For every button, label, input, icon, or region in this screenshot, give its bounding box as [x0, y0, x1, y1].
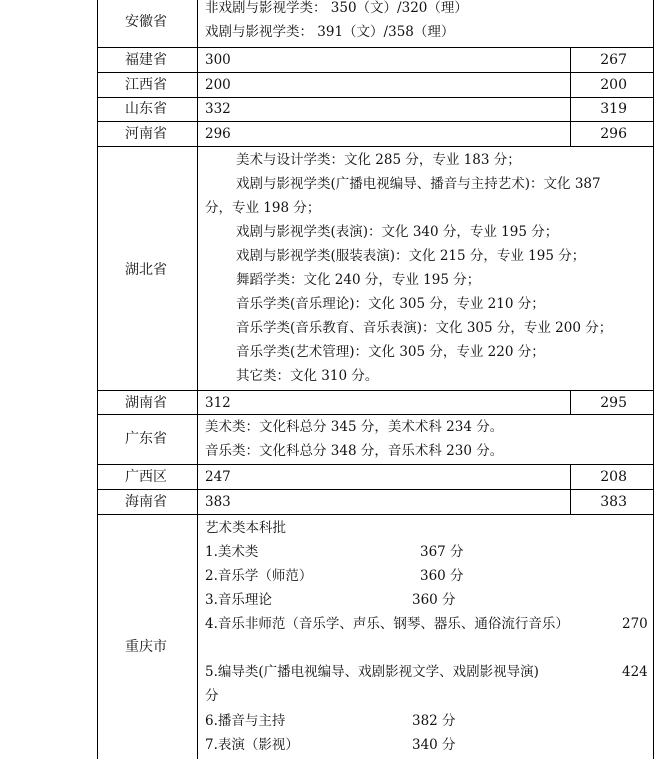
- list-item-name: 分: [205, 688, 219, 704]
- province-label: 重庆市: [125, 639, 167, 655]
- row-divider: [97, 464, 654, 465]
- province-label: 海南省: [125, 494, 167, 510]
- row-text: 分，专业 198 分；: [205, 200, 321, 216]
- score-cell: 208: [600, 469, 627, 485]
- province-label: 湖北省: [125, 262, 167, 278]
- row-divider: [97, 414, 654, 415]
- province-label: 广西区: [125, 469, 167, 485]
- list-item-score: 360 分: [412, 592, 456, 608]
- province-label: 江西省: [125, 77, 167, 93]
- score-cell: 319: [600, 101, 627, 117]
- row-divider: [97, 146, 654, 147]
- list-item-score: 270: [622, 616, 648, 632]
- row-divider: [97, 514, 654, 515]
- list-item-name: 5.编导类(广播电视编导、戏剧影视文学、戏剧影视导演): [205, 664, 539, 680]
- score-cell: 383: [205, 494, 231, 510]
- table-border-right: [653, 0, 654, 759]
- list-item-name: 3.音乐理论: [205, 592, 272, 608]
- score-cell: 300: [205, 52, 231, 68]
- list-item-score: 382 分: [412, 713, 456, 729]
- list-item-name: 7.表演（影视）: [205, 737, 299, 753]
- list-item-name: 6.播音与主持: [205, 713, 286, 729]
- row-text: 美术类：文化科总分 345 分，美术术科 234 分。: [205, 419, 504, 435]
- list-item-score: 340 分: [412, 737, 456, 753]
- list-item-score: 360 分: [420, 568, 464, 584]
- row-divider: [97, 121, 654, 122]
- row-divider: [97, 97, 654, 98]
- score-cell: 312: [205, 395, 231, 411]
- row-text: 非戏剧与影视学类： 350（文）/320（理）: [205, 0, 468, 16]
- list-item-name: 1.美术类: [205, 544, 259, 560]
- row-text: 戏剧与影视学类(表演)：文化 340 分，专业 195 分；: [236, 224, 559, 240]
- score-cell: 332: [205, 101, 231, 117]
- row-text: 其它类：文化 310 分。: [236, 368, 379, 384]
- list-item-score: 424: [622, 664, 648, 680]
- row-divider: [97, 47, 654, 48]
- province-label: 安徽省: [125, 14, 167, 30]
- list-item-name: 2.音乐学（师范）: [205, 568, 313, 584]
- row-text: 音乐类：文化科总分 348 分，音乐术科 230 分。: [205, 443, 504, 459]
- province-label: 福建省: [125, 52, 167, 68]
- row-text: 音乐学类(音乐教育、音乐表演)：文化 305 分，专业 200 分；: [236, 320, 613, 336]
- score-cell: 200: [205, 77, 231, 93]
- row-text: 舞蹈学类：文化 240 分，专业 195 分；: [236, 272, 481, 288]
- row-text: 戏剧与影视学类(广播电视编导、播音与主持艺术)：文化 387: [236, 176, 601, 192]
- list-item-name: 4.音乐非师范（音乐学、声乐、钢琴、器乐、通俗流行音乐）: [205, 616, 569, 632]
- score-cell: 296: [600, 126, 627, 142]
- row-text: 戏剧与影视学类(服装表演)：文化 215 分，专业 195 分；: [236, 248, 586, 264]
- province-label: 湖南省: [125, 395, 167, 411]
- table-column-divider: [197, 0, 198, 759]
- row-text: 戏剧与影视学类： 391（文）/358（理）: [205, 24, 455, 40]
- province-label: 广东省: [125, 431, 167, 447]
- row-divider: [97, 72, 654, 73]
- row-text: 美术与设计学类：文化 285 分，专业 183 分；: [236, 152, 521, 168]
- score-cell: 296: [205, 126, 231, 142]
- row-divider: [97, 390, 654, 391]
- province-label: 山东省: [125, 101, 167, 117]
- list-item-score: 367 分: [420, 544, 464, 560]
- row-text: 音乐学类(音乐理论)：文化 305 分，专业 210 分；: [236, 296, 545, 312]
- province-label: 河南省: [125, 126, 167, 142]
- section-heading: 艺术类本科批: [205, 520, 286, 536]
- score-cell: 383: [600, 494, 627, 510]
- score-cell: 295: [600, 395, 627, 411]
- score-cell: 247: [205, 469, 231, 485]
- score-cell: 200: [600, 77, 627, 93]
- score-cell: 267: [600, 52, 627, 68]
- row-divider: [97, 489, 654, 490]
- row-text: 音乐学类(艺术管理)：文化 305 分，专业 220 分；: [236, 344, 545, 360]
